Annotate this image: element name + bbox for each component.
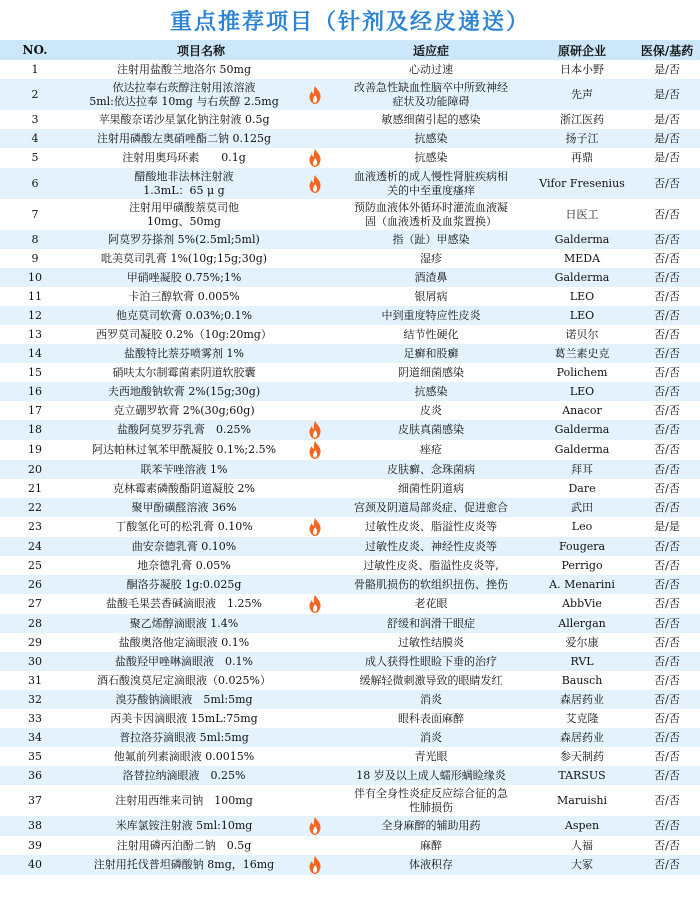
- insurance-status: 否/否: [654, 481, 680, 495]
- table-row: [0, 785, 700, 816]
- hot-cell: [298, 363, 332, 382]
- indication: 抗感染: [414, 131, 448, 145]
- indication: 老花眼: [414, 597, 448, 610]
- row-number: 14: [28, 346, 42, 360]
- company: TARSUS: [558, 768, 606, 782]
- product-name: 米库氯铵注射液 5ml:10mg: [115, 819, 253, 832]
- row-number: 31: [28, 673, 42, 687]
- hot-cell: [298, 690, 332, 709]
- row-number: 12: [28, 308, 42, 322]
- table-row: [0, 401, 700, 420]
- indication: 宫颈及阴道局部炎症、促进愈合: [354, 500, 509, 514]
- table-row: [0, 363, 700, 382]
- product-name: 曲安奈德乳膏 0.10%: [131, 539, 237, 553]
- row-number: 9: [31, 251, 39, 265]
- row-number: 7: [31, 207, 39, 221]
- indication: 消炎: [420, 692, 443, 706]
- row-number: 24: [28, 539, 42, 553]
- hot-cell: [298, 306, 332, 325]
- table-row: [0, 652, 700, 671]
- insurance-status: 否/否: [654, 207, 680, 221]
- hot-cell: [298, 440, 332, 460]
- insurance-status: 否/否: [654, 270, 680, 284]
- header-insurance: 医保/基药: [640, 43, 694, 58]
- insurance-status: 否/否: [654, 251, 680, 265]
- indication: 酒渣鼻: [414, 270, 448, 284]
- product-name: 他克莫司软膏 0.03%;0.1%: [115, 308, 253, 322]
- insurance-status: 否/否: [654, 654, 680, 668]
- flame-icon: [298, 148, 332, 168]
- indication: 过敏性结膜炎: [398, 635, 465, 649]
- company: Leo: [571, 520, 593, 533]
- table-row: [0, 575, 700, 594]
- product-name: 注射用磷丙泊酚二钠 0.5g: [116, 838, 252, 852]
- header-company: 原研企业: [558, 43, 607, 58]
- table-row: [0, 747, 700, 766]
- table-row: [0, 287, 700, 306]
- flame-icon: [298, 594, 332, 614]
- product-name: 普拉洛芬滴眼液 5ml:5mg: [119, 730, 249, 744]
- flame-icon: [298, 517, 332, 537]
- indication: 指（趾）甲感染: [392, 232, 470, 246]
- hot-cell: [298, 382, 332, 401]
- row-number: 33: [28, 711, 42, 725]
- hot-cell: [298, 498, 332, 517]
- product-name: 硝呋太尔制霉菌素阴道软胶囊: [112, 365, 256, 379]
- table-row: [0, 498, 700, 517]
- row-number: 2: [31, 87, 39, 101]
- row-number: 25: [28, 558, 42, 572]
- company: Bausch: [561, 673, 603, 687]
- company: 爱尔康: [565, 635, 599, 649]
- table-row: [0, 382, 700, 401]
- company: LEO: [569, 384, 595, 398]
- hot-cell: [298, 344, 332, 363]
- product-name: 丙美卡因滴眼液 15mL:75mg: [110, 711, 258, 725]
- insurance-status: 否/否: [654, 730, 680, 744]
- insurance-status: 否/否: [654, 711, 680, 725]
- product-name: 盐酸羟甲唑啉滴眼液 0.1%: [115, 654, 253, 668]
- row-number: 8: [31, 232, 39, 246]
- hot-cell: [298, 633, 332, 652]
- product-name: 苹果酸奈诺沙星氯化钠注射液 0.5g: [98, 112, 270, 126]
- insurance-status: 否/否: [654, 539, 680, 553]
- indication: 预防血液体外循环时灌流血液凝 固（血液透析及血浆置换）: [354, 200, 509, 228]
- hot-cell: [298, 129, 332, 148]
- table-row: [0, 690, 700, 709]
- hot-cell: [298, 460, 332, 479]
- insurance-status: 否/否: [654, 176, 680, 190]
- indication: 过敏性皮炎、神经性皮炎等: [365, 539, 498, 553]
- indication: 抗感染: [414, 151, 448, 164]
- hot-cell: [298, 766, 332, 785]
- indication: 湿疹: [420, 251, 443, 265]
- indication: 中到重度特应性皮炎: [381, 308, 481, 322]
- flame-icon: [298, 816, 332, 836]
- indication: 心动过速: [409, 62, 454, 76]
- hot-cell: [298, 671, 332, 690]
- company: Galderma: [554, 423, 610, 436]
- company: 参天制药: [560, 749, 605, 763]
- indication: 舒缓和润滑干眼症: [387, 616, 476, 630]
- table-row: [0, 537, 700, 556]
- table-row: [0, 517, 700, 537]
- insurance-status: 是/否: [654, 112, 680, 126]
- hot-cell: [298, 148, 332, 168]
- row-number: 19: [28, 443, 42, 456]
- indication: 细菌性阴道病: [398, 481, 465, 495]
- company: Maruishi: [557, 793, 607, 807]
- hot-cell: [298, 199, 332, 230]
- company: 再鼎: [571, 151, 594, 164]
- hot-cell: [298, 420, 332, 440]
- insurance-status: 否/否: [654, 616, 680, 630]
- flame-icon: [298, 440, 332, 460]
- row-number: 36: [28, 768, 42, 782]
- page-title: 重点推荐项目（针剂及经皮递送）: [169, 9, 530, 35]
- product-name: 盐酸阿莫罗芬乳膏 0.25%: [117, 423, 251, 436]
- product-name: 夫西地酸钠软膏 2%(15g;30g): [107, 384, 261, 398]
- hot-cell: [298, 614, 332, 633]
- product-name: 注射用盐酸兰地洛尔 50mg: [117, 62, 251, 76]
- insurance-status: 否/否: [654, 692, 680, 706]
- insurance-status: 否/否: [654, 558, 680, 572]
- hot-cell: [298, 537, 332, 556]
- company: LEO: [569, 289, 595, 303]
- insurance-status: 否/否: [654, 577, 680, 591]
- row-number: 40: [28, 858, 42, 871]
- table-row: [0, 249, 700, 268]
- insurance-status: 否/否: [654, 749, 680, 763]
- product-name: 酒石酸溴莫尼定滴眼液（0.025%）: [97, 673, 271, 687]
- table-row: [0, 168, 700, 199]
- row-number: 4: [31, 131, 39, 145]
- row-number: 38: [28, 819, 42, 832]
- insurance-status: 否/否: [654, 327, 680, 341]
- indication: 麻醉: [420, 838, 443, 852]
- table-row: [0, 479, 700, 498]
- table-row: [0, 728, 700, 747]
- row-number: 17: [28, 403, 42, 417]
- company: LEO: [569, 308, 595, 322]
- row-number: 28: [28, 616, 42, 630]
- table-row: [0, 594, 700, 614]
- product-name: 醋酸地非法林注射液 1.3mL：65 μ g: [134, 169, 234, 197]
- hot-cell: [298, 287, 332, 306]
- insurance-status: 是/否: [654, 151, 680, 164]
- product-name: 溴芬酸钠滴眼液 5ml:5mg: [115, 692, 253, 706]
- product-name: 酮洛芬凝胶 1g:0.025g: [126, 577, 242, 591]
- company: 拜耳: [571, 462, 594, 476]
- hot-cell: [298, 517, 332, 537]
- hot-cell: [298, 110, 332, 129]
- header-indication: 适应症: [413, 43, 450, 58]
- company: 诺贝尔: [565, 327, 599, 341]
- product-name: 依达拉奉右莰醇注射用浓溶液 5ml:依达拉奉 10mg 与右莰醇 2.5mg: [89, 80, 279, 108]
- product-name: 西罗莫司凝胶 0.2%（10g:20mg）: [96, 327, 272, 341]
- insurance-status: 否/否: [654, 365, 680, 379]
- hot-cell: [298, 709, 332, 728]
- company: 先声: [571, 87, 594, 101]
- company: 日医工: [565, 207, 599, 221]
- hot-cell: [298, 728, 332, 747]
- insurance-status: 否/否: [654, 232, 680, 246]
- company: 扬子江: [565, 131, 599, 145]
- table-row: [0, 556, 700, 575]
- company: Anacor: [562, 403, 602, 417]
- insurance-status: 否/否: [654, 838, 680, 852]
- hot-cell: [298, 230, 332, 249]
- company: Dare: [568, 481, 596, 495]
- indication: 抗感染: [414, 384, 448, 398]
- company: 日本小野: [560, 62, 605, 76]
- insurance-status: 否/否: [654, 462, 680, 476]
- row-number: 16: [28, 384, 42, 398]
- product-name: 聚乙烯醇滴眼液 1.4%: [129, 616, 239, 630]
- table-row: [0, 855, 700, 875]
- company: 浙江医药: [560, 112, 605, 126]
- product-name: 注射用奥玛环素 0.1g: [122, 151, 246, 164]
- hot-cell: [298, 747, 332, 766]
- company: 艾克隆: [565, 711, 599, 725]
- insurance-status: 否/否: [654, 635, 680, 649]
- insurance-status: 否/否: [654, 793, 680, 807]
- table-row: [0, 129, 700, 148]
- table-row: [0, 633, 700, 652]
- hot-cell: [298, 401, 332, 420]
- indication: 体液积存: [409, 858, 454, 871]
- insurance-status: 否/否: [654, 443, 680, 456]
- product-name: 盐酸奥洛他定滴眼液 0.1%: [118, 635, 250, 649]
- row-number: 6: [31, 176, 39, 190]
- indication: 结节性硬化: [403, 327, 459, 341]
- table-row: [0, 199, 700, 230]
- product-table: [0, 40, 700, 875]
- indication: 缓解轻微刺激导致的眼睛发红: [359, 673, 503, 687]
- insurance-status: 否/否: [654, 384, 680, 398]
- row-number: 23: [28, 520, 42, 533]
- indication: 成人获得性眼睑下垂的治疗: [365, 654, 498, 668]
- company: 武田: [571, 500, 594, 514]
- table-row: [0, 614, 700, 633]
- row-number: 18: [28, 423, 42, 436]
- table-row: [0, 268, 700, 287]
- insurance-status: 是/否: [654, 87, 680, 101]
- product-name: 联苯苄唑溶液 1%: [140, 462, 228, 476]
- indication: 过敏性皮炎、脂溢性皮炎等: [365, 520, 498, 533]
- company: Galderma: [554, 270, 610, 284]
- indication: 眼科表面麻醉: [398, 711, 465, 725]
- company: 大冢: [571, 858, 594, 871]
- product-name: 甲硝唑凝胶 0.75%;1%: [126, 270, 242, 284]
- header-no: NO.: [22, 43, 48, 57]
- table-row: [0, 816, 700, 836]
- table-row: [0, 230, 700, 249]
- row-number: 11: [28, 289, 42, 303]
- hot-cell: [298, 249, 332, 268]
- row-number: 10: [28, 270, 42, 284]
- insurance-status: 否/否: [654, 597, 680, 610]
- table-row: [0, 709, 700, 728]
- hot-cell: [298, 60, 332, 79]
- header-name: 项目名称: [177, 43, 226, 58]
- table-row: [0, 79, 700, 110]
- company: Galderma: [554, 443, 610, 456]
- hot-cell: [298, 855, 332, 875]
- product-name: 注射用托伐普坦磷酸钠 8mg，16mg: [93, 858, 275, 871]
- indication: 全身麻醉的辅助用药: [381, 819, 481, 832]
- table-row: [0, 148, 700, 168]
- flame-icon: [298, 420, 332, 440]
- hot-cell: [298, 594, 332, 614]
- table-row: [0, 420, 700, 440]
- company: Vifor Fresenius: [539, 176, 625, 190]
- company: 森居药业: [560, 692, 605, 706]
- hot-cell: [298, 785, 332, 816]
- insurance-status: 否/否: [654, 423, 680, 436]
- company: RVL: [570, 654, 594, 668]
- indication: 伴有全身性炎症反应综合征的急 性肺损伤: [354, 786, 509, 814]
- product-name: 盐酸特比萘芬喷雾剂 1%: [124, 346, 244, 360]
- row-number: 22: [28, 500, 42, 514]
- company: MEDA: [563, 251, 601, 265]
- hot-cell: [298, 575, 332, 594]
- row-number: 15: [28, 365, 42, 379]
- indication: 血液透析的成人慢性肾脏疾病相 关的中至重度瘙痒: [354, 169, 509, 197]
- company: 葛兰素史克: [554, 346, 610, 360]
- product-name: 丁酸氢化可的松乳膏 0.10%: [115, 520, 253, 533]
- indication: 18 岁及以上成人蠕形螨睑缘炎: [356, 768, 506, 782]
- product-name: 卡泊三醇软膏 0.005%: [128, 289, 240, 303]
- insurance-status: 否/否: [654, 308, 680, 322]
- product-name: 注射用磷酸左奥硝唑酯二钠 0.125g: [96, 131, 272, 145]
- row-number: 27: [28, 597, 42, 610]
- hot-cell: [298, 836, 332, 855]
- product-name: 盐酸毛果芸香碱滴眼液 1.25%: [106, 597, 262, 610]
- insurance-status: 否/否: [654, 819, 680, 832]
- hot-cell: [298, 168, 332, 199]
- indication: 过敏性皮炎、脂溢性皮炎等,: [363, 558, 499, 572]
- hot-cell: [298, 79, 332, 110]
- company: Perrigo: [561, 558, 603, 572]
- insurance-status: 否/否: [654, 858, 680, 871]
- table-row: [0, 344, 700, 363]
- company: Galderma: [554, 232, 610, 246]
- indication: 皮肤癣、念珠菌病: [387, 462, 476, 476]
- row-number: 37: [28, 793, 42, 807]
- indication: 痤疮: [420, 443, 443, 456]
- indication: 改善急性缺血性脑卒中所致神经 症状及功能障碍: [354, 80, 509, 108]
- flame-icon: [298, 855, 332, 875]
- product-name: 克立硼罗软膏 2%(30g;60g): [113, 403, 255, 417]
- row-number: 30: [28, 654, 42, 668]
- row-number: 26: [28, 577, 42, 591]
- insurance-status: 是/否: [654, 62, 680, 76]
- table-header-row: [0, 40, 700, 60]
- indication: 骨骼肌损伤的软组织扭伤、挫伤: [354, 577, 509, 591]
- table-row: [0, 460, 700, 479]
- table-row: [0, 60, 700, 79]
- product-name: 阿莫罗芬搽剂 5%(2.5ml;5ml): [108, 232, 260, 246]
- row-number: 34: [28, 730, 42, 744]
- product-name: 注射用甲磺酸萘莫司他 10mg、50mg: [129, 200, 239, 228]
- hot-cell: [298, 479, 332, 498]
- company: Fougera: [558, 539, 606, 553]
- hot-cell: [298, 816, 332, 836]
- product-name: 吡美莫司乳膏 1%(10g;15g;30g): [100, 251, 268, 265]
- company: A. Menarini: [549, 577, 615, 591]
- table-row: [0, 671, 700, 690]
- indication: 敏感细菌引起的感染: [381, 112, 481, 126]
- row-number: 20: [28, 462, 42, 476]
- indication: 消炎: [420, 730, 443, 744]
- flame-icon: [298, 85, 332, 105]
- product-name: 阿达帕林过氧苯甲酰凝胶 0.1%;2.5%: [91, 443, 277, 456]
- insurance-status: 否/否: [654, 289, 680, 303]
- insurance-status: 否/否: [654, 768, 680, 782]
- table-row: [0, 306, 700, 325]
- insurance-status: 否/否: [654, 346, 680, 360]
- table-row: [0, 440, 700, 460]
- insurance-status: 是/是: [654, 520, 680, 533]
- row-number: 5: [31, 151, 39, 164]
- company: 人福: [571, 838, 594, 852]
- row-number: 39: [28, 838, 42, 852]
- indication: 皮肤真菌感染: [398, 423, 465, 436]
- product-name: 注射用西维来司钠 100mg: [115, 793, 253, 807]
- hot-cell: [298, 652, 332, 671]
- row-number: 1: [31, 62, 39, 76]
- row-number: 3: [31, 112, 39, 126]
- row-number: 32: [28, 692, 42, 706]
- indication: 阴道细菌感染: [398, 365, 465, 379]
- product-name: 洛替拉纳滴眼液 0.25%: [122, 768, 246, 782]
- product-name: 克林霉素磷酸酯阴道凝胶 2%: [113, 481, 255, 495]
- product-name: 地奈德乳膏 0.05%: [137, 558, 231, 572]
- indication: 银屑病: [414, 289, 448, 303]
- company: Polichem: [556, 365, 608, 379]
- company: AbbVie: [562, 597, 602, 610]
- row-number: 29: [28, 635, 42, 649]
- product-name: 聚甲酚磺醛溶液 36%: [131, 500, 237, 514]
- row-number: 21: [28, 481, 42, 495]
- indication: 足癣和股癣: [403, 346, 459, 360]
- insurance-status: 是/否: [654, 131, 680, 145]
- hot-cell: [298, 556, 332, 575]
- table-row: [0, 836, 700, 855]
- row-number: 35: [28, 749, 42, 763]
- hot-cell: [298, 325, 332, 344]
- insurance-status: 否/否: [654, 673, 680, 687]
- company: Aspen: [564, 819, 600, 832]
- table-row: [0, 766, 700, 785]
- hot-cell: [298, 268, 332, 287]
- insurance-status: 否/否: [654, 403, 680, 417]
- product-name: 他氟前列素滴眼液 0.0015%: [113, 749, 255, 763]
- table-row: [0, 325, 700, 344]
- row-number: 13: [28, 327, 42, 341]
- indication: 皮炎: [420, 403, 443, 417]
- company: Allergan: [558, 616, 606, 630]
- table-row: [0, 110, 700, 129]
- flame-icon: [298, 174, 332, 194]
- indication: 青光眼: [414, 749, 448, 763]
- insurance-status: 否/否: [654, 500, 680, 514]
- company: 森居药业: [560, 730, 605, 744]
